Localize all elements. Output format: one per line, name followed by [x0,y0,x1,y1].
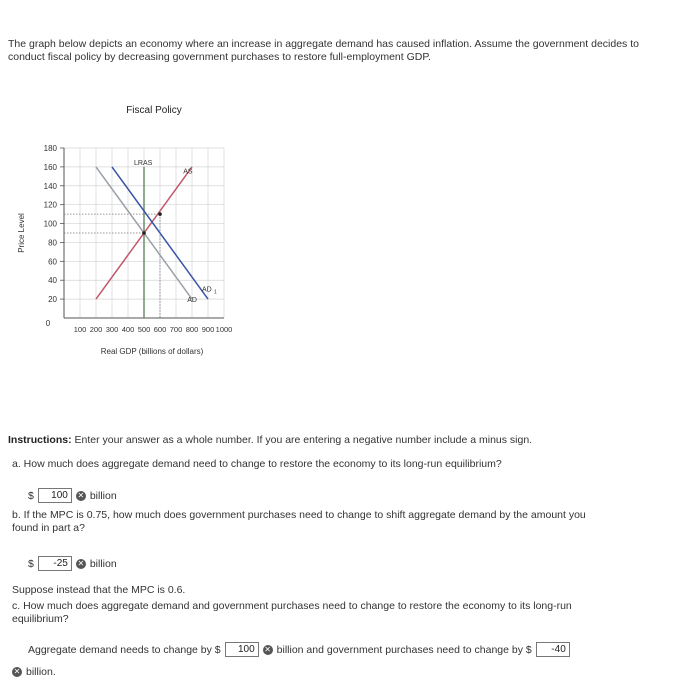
intro-text: The graph below depicts an economy where an increase in aggregate demand has caused inflation. Assume the government decides to conduct fiscal policy by decreasing government purchases to restore full-employment GDP. [8,38,639,63]
answer-a-input[interactable]: 100 [38,488,72,503]
equilibrium-point [142,231,146,235]
ad-label: AD [187,296,197,304]
answer-c-middle: billion and government purchases need to change by $ [276,643,532,656]
incorrect-icon: ✕ [13,667,21,676]
currency-a: $ [28,489,34,502]
x-axis-label: Real GDP (billions of dollars) [100,347,204,356]
incorrect-icon: ✕ [77,490,85,500]
incorrect-icon: ✕ [264,644,271,654]
currency-b: $ [28,557,34,570]
instructions-lead: Instructions: [8,434,72,446]
answer-c-suffix: billion. [26,666,56,678]
answer-a-row [28,488,117,503]
x-tick-label: 700 [169,325,183,334]
suppose-text: Suppose instead that the MPC is 0.6. [12,584,186,596]
y-tick-label: 140 [43,181,57,191]
question-b: b. If the MPC is 0.75, how much does government purchases need to change to shift aggregate demand by the amount you found in part a? [12,509,586,534]
answer-c-row [28,642,570,657]
answer-c-prefix: Aggregate demand needs to change by $ [28,643,221,656]
y-tick-label: 40 [48,276,57,286]
instructions-text: Enter your answer as a whole number. If you are entering a negative number include a minus sign. [71,434,533,446]
answer-b-row [28,556,117,571]
incorrect-icon: ✕ [77,558,85,568]
ad1-subscript: 1 [214,289,217,296]
answer-c2-input[interactable]: -40 [536,642,570,657]
x-tick-label: 900 [201,325,215,334]
y-tick-label: 20 [48,295,57,305]
x-tick-label: 100 [73,325,87,334]
y-tick-label: 60 [48,257,57,267]
x-tick-label: 200 [89,325,103,334]
question-c: c. How much does aggregate demand and government purchases need to change to restore the economy to its long-run equilibrium? [12,600,572,625]
answer-c-row2 [12,666,56,678]
y-tick-label: 100 [43,219,57,229]
y-tick-label: 180 [43,144,57,153]
origin-label: 0 [45,319,51,328]
x-tick-label: 300 [105,325,119,334]
answer-b-input[interactable]: -25 [38,556,72,571]
chart-title: Fiscal Policy [126,105,182,116]
unit-b: billion [89,557,117,570]
equilibrium-point [158,212,162,216]
x-tick-label: 500 [137,325,151,334]
lras-label: LRAS [134,159,153,167]
answer-c1-input[interactable]: 100 [225,642,259,657]
instructions [8,434,658,447]
x-tick-label: 400 [121,325,135,334]
x-tick-label: 600 [153,325,167,334]
y-tick-label: 80 [48,238,57,248]
unit-a: billion [89,489,117,502]
x-tick-label: 800 [185,325,199,334]
y-tick-label: 120 [43,200,57,210]
question-a: a. How much does aggregate demand need to change to restore the economy to its long-run equilibrium? [12,458,502,470]
ad1-label: AD [202,286,212,294]
as-label: AS [183,168,193,176]
y-tick-label: 160 [43,162,57,172]
y-axis-label: Price Level [17,213,26,253]
x-tick-label: 1000 [215,325,233,334]
